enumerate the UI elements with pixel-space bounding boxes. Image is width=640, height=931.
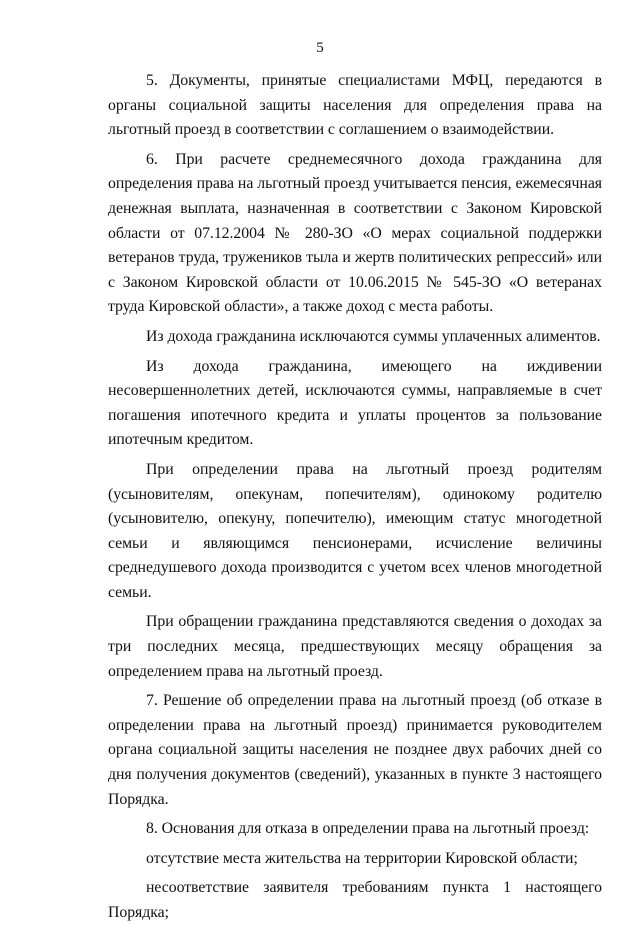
paragraph-item-7: 7. Решение об определении права на льготный проезд (об отказе в определении права на льготный проезд) принимается руководителем органа социальной защиты населения не позднее двух рабочих дней со дня получения документов (сведений), указанных в пункте 3 настоящего Порядка. bbox=[108, 692, 602, 808]
document-body bbox=[108, 69, 602, 931]
paragraph-item-5: 5. Документы, принятые специалистами МФЦ, передаются в органы социальной защиты населения для определения права на льготный проезд в соответствии с соглашением о взаимодействии. bbox=[108, 72, 602, 139]
paragraph-item-8: 8. Основания для отказа в определении права на льготный проезд: bbox=[146, 820, 590, 838]
refusal-reason-requirements: несоответствие заявителя требованиям пункта 1 настоящего Порядка; bbox=[108, 879, 602, 921]
paragraph-large-family: При определении права на льготный проезд родителям (усыновителям, опекунам, попечителям), одинокому родителю (усыновителю, опекуну, попечителю), имеющим статус многодетной семьи и являющимся пенсионерами, исчисление величины среднедушевого дохода производится с учетом всех членов многодетной семьи. bbox=[108, 460, 602, 601]
refusal-reason-residence: отсутствие места жительства на территории Кировской области; bbox=[146, 849, 578, 867]
paragraph-item-6: 6. При расчете среднемесячного дохода гражданина для определения права на льготный проезд учитывается пенсия, ежемесячная денежная выплата, назначенная в соответствии с Законом Кировской области от 07.12.2004 № 280-ЗО «О мерах социальной поддержки ветеранов труда, тружеников тыла и жертв политических репрессий» или с Законом Кировской области от 10.06.2015 № 545-ЗО «О ветеранах труда Кировской области», а также доход с места работы. bbox=[108, 150, 602, 316]
paragraph-mortgage-exclusion: Из дохода гражданина, имеющего на иждивении несовершеннолетних детей, исключаются суммы, направляемые в счет погашения ипотечного кредита и уплаты процентов за пользование ипотечным кредитом. bbox=[108, 357, 602, 449]
paragraph-alimony-exclusion: Из дохода гражданина исключаются суммы уплаченных алиментов. bbox=[146, 327, 601, 345]
page-number: 5 bbox=[316, 40, 324, 56]
paragraph-income-period: При обращении гражданина представляются сведения о доходах за три последних месяца, предшествующих месяцу обращения за определением права на льготный проезд. bbox=[108, 613, 602, 680]
